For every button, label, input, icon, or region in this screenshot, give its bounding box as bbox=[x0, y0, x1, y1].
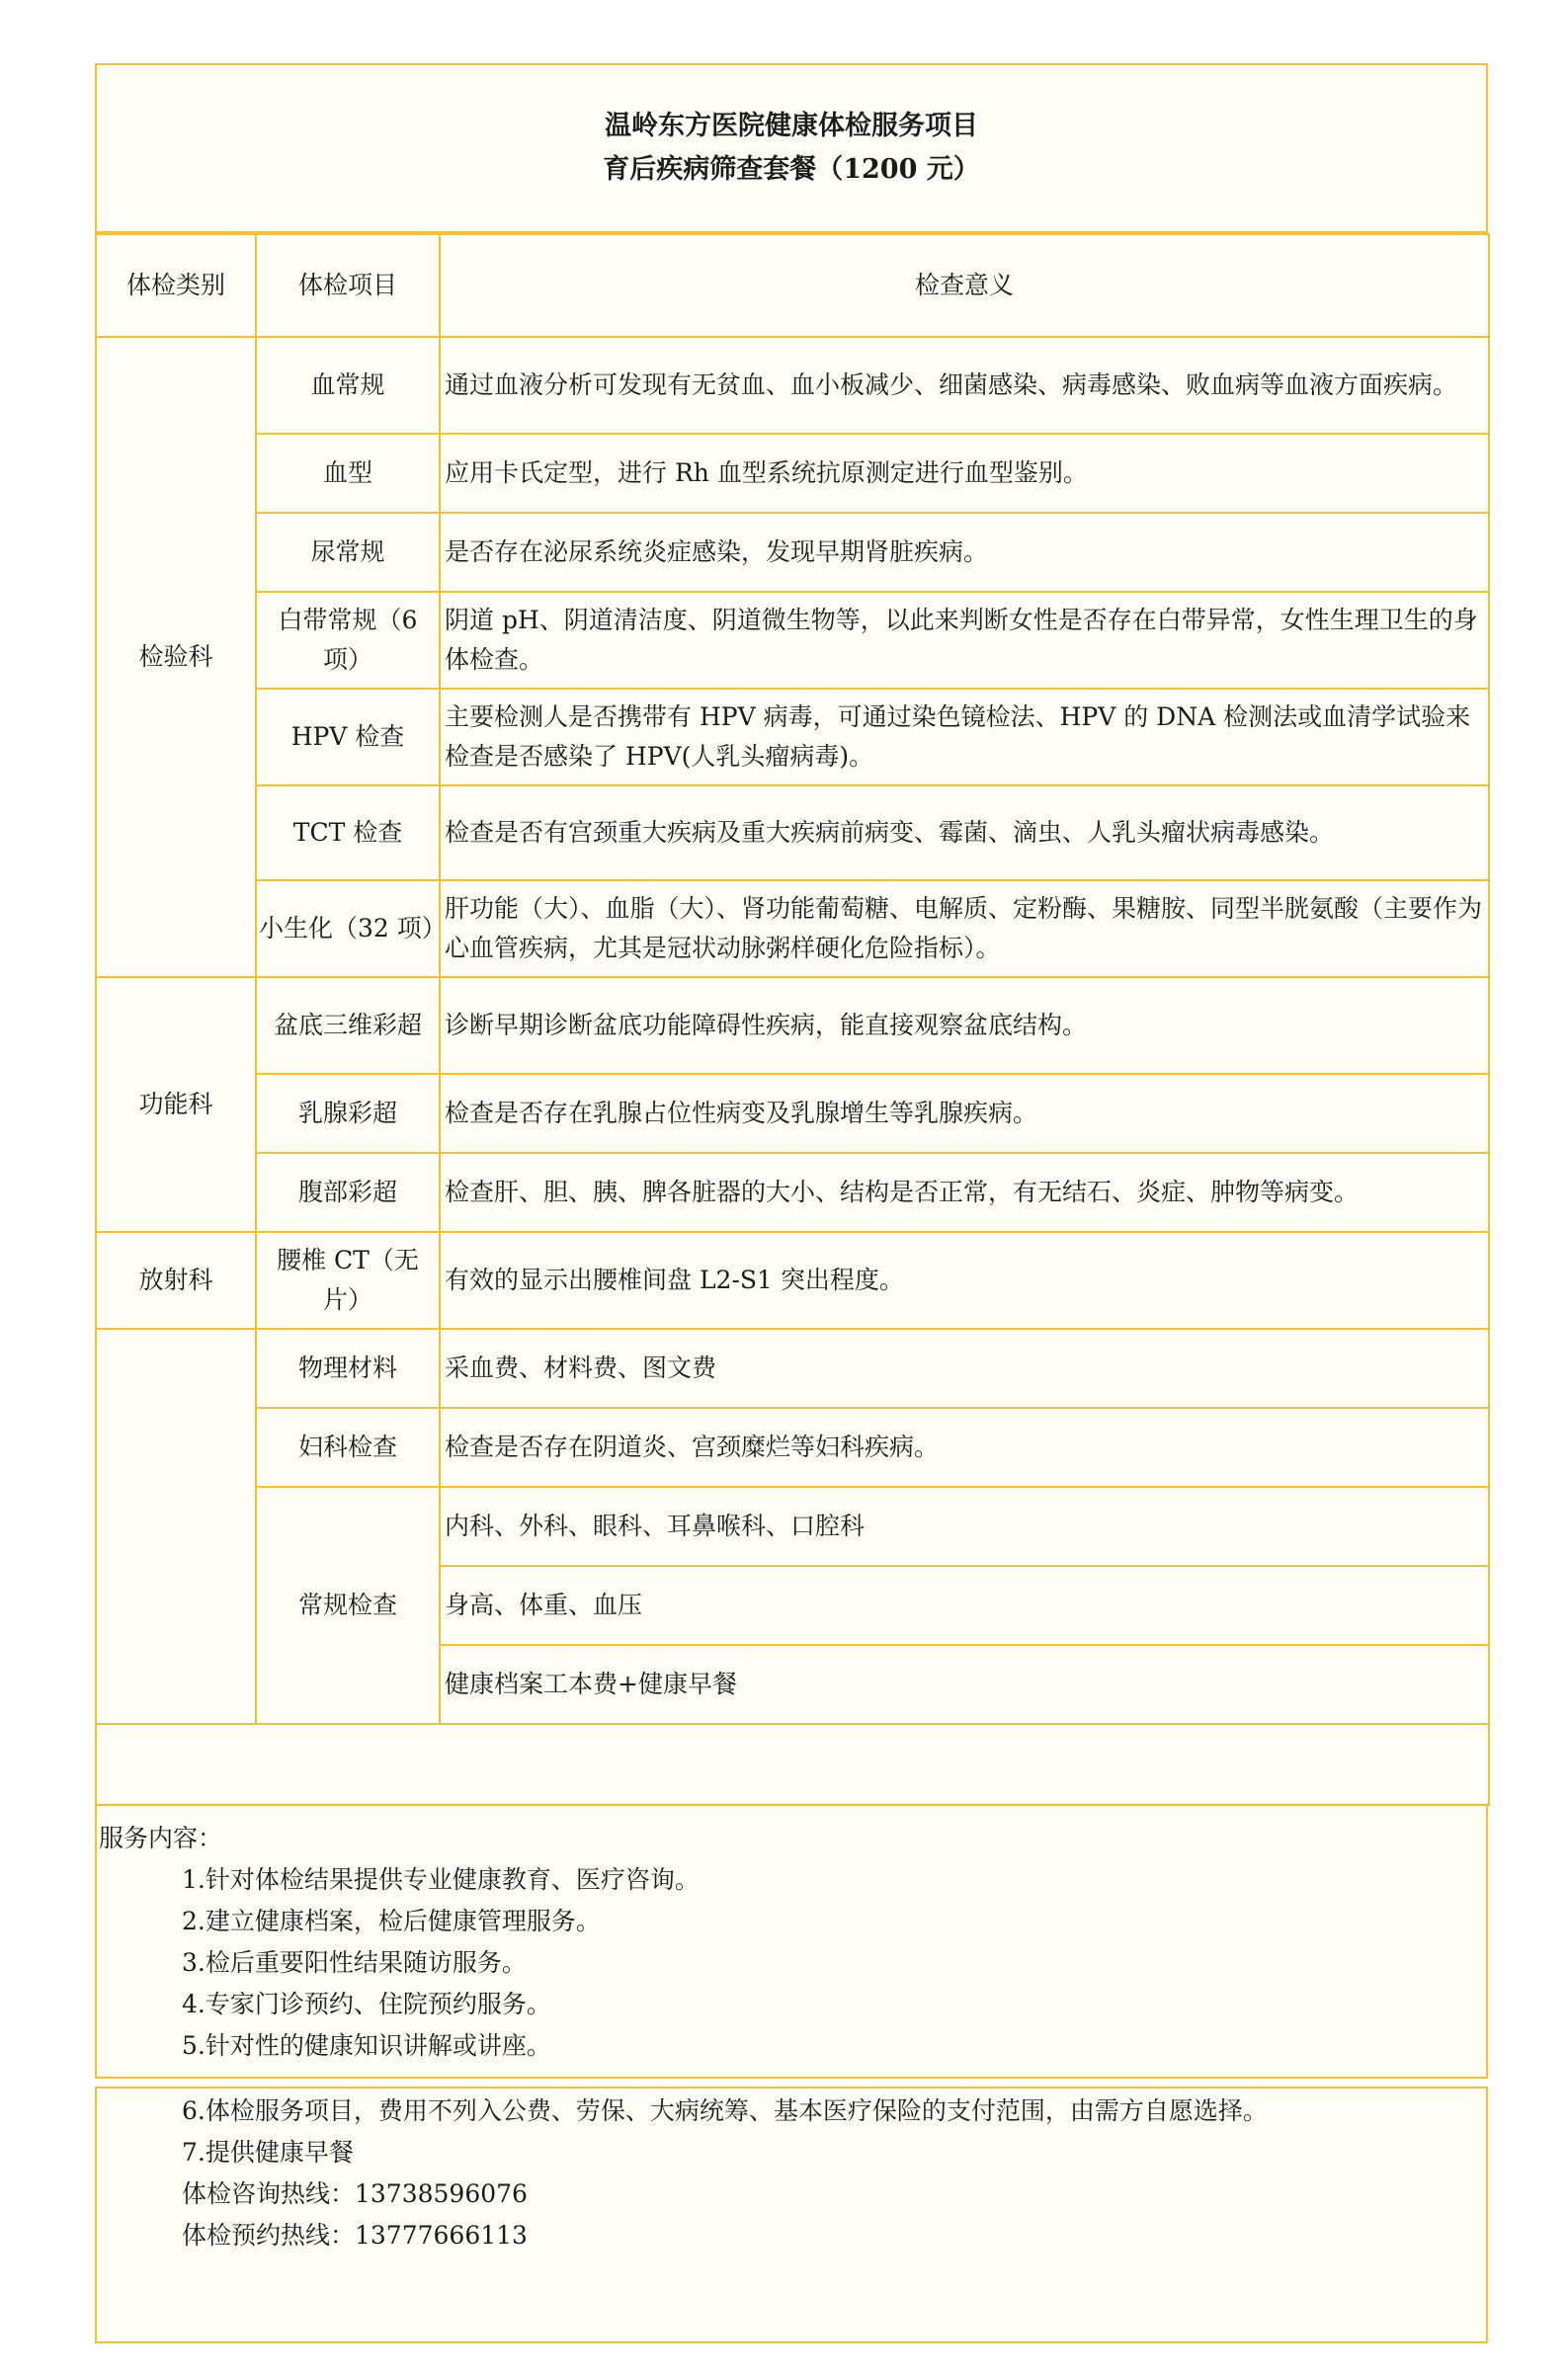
table-row bbox=[96, 513, 1489, 592]
category-other bbox=[96, 1329, 256, 1724]
meaning-cell: 检查肝、胆、胰、脾各脏器的大小、结构是否正常，有无结石、炎症、肿物等病变。 bbox=[440, 1153, 1489, 1232]
services-section bbox=[95, 1806, 1488, 2079]
table-row bbox=[96, 1487, 1489, 1566]
service-item: 2.建立健康档案，检后健康管理服务。 bbox=[182, 1907, 601, 1935]
column-header-category: 体检类别 bbox=[96, 234, 256, 337]
table-row bbox=[96, 977, 1489, 1074]
page-title: 温岭东方医院健康体检服务项目 bbox=[605, 111, 978, 141]
item-cell: 物理材料 bbox=[256, 1329, 440, 1408]
table-row bbox=[96, 785, 1489, 880]
checkup-table bbox=[95, 233, 1490, 1806]
table-row bbox=[96, 689, 1489, 785]
services-heading: 服务内容： bbox=[99, 1824, 223, 1852]
meaning-cell: 是否存在泌尿系统炎症感染，发现早期肾脏疾病。 bbox=[440, 513, 1489, 592]
booking-hotline: 体检预约热线：13777666113 bbox=[182, 2221, 528, 2250]
column-header-item: 体检项目 bbox=[256, 234, 440, 337]
item-cell: 妇科检查 bbox=[256, 1408, 440, 1487]
table-row bbox=[96, 434, 1489, 513]
service-item: 1.针对体检结果提供专业健康教育、医疗咨询。 bbox=[182, 1865, 700, 1894]
table-row bbox=[96, 592, 1489, 689]
meaning-cell: 采血费、材料费、图文费 bbox=[440, 1329, 1489, 1408]
item-cell: 乳腺彩超 bbox=[256, 1074, 440, 1153]
meaning-cell: 应用卡氏定型，进行 Rh 血型系统抗原测定进行血型鉴别。 bbox=[440, 434, 1489, 513]
table-header-row bbox=[96, 234, 1489, 337]
meaning-cell: 健康档案工本费+健康早餐 bbox=[440, 1645, 1489, 1724]
meaning-cell: 诊断早期诊断盆底功能障碍性疾病，能直接观察盆底结构。 bbox=[440, 977, 1489, 1074]
item-cell: 盆底三维彩超 bbox=[256, 977, 440, 1074]
consult-hotline: 体检咨询热线：13738596076 bbox=[182, 2179, 528, 2208]
item-cell: 血型 bbox=[256, 434, 440, 513]
meaning-cell: 内科、外科、眼科、耳鼻喉科、口腔科 bbox=[440, 1487, 1489, 1566]
item-cell: TCT 检查 bbox=[256, 785, 440, 880]
meaning-cell: 检查是否存在乳腺占位性病变及乳腺增生等乳腺疾病。 bbox=[440, 1074, 1489, 1153]
blank-row bbox=[96, 1724, 1489, 1805]
meaning-cell: 检查是否有宫颈重大疾病及重大疾病前病变、霉菌、滴虫、人乳头瘤状病毒感染。 bbox=[440, 785, 1489, 880]
category-lab: 检验科 bbox=[96, 337, 256, 977]
meaning-cell: 通过血液分析可发现有无贫血、血小板减少、细菌感染、病毒感染、败血病等血液方面疾病。 bbox=[440, 337, 1489, 434]
item-cell: 腰椎 CT（无片） bbox=[256, 1232, 440, 1329]
item-cell: 腹部彩超 bbox=[256, 1153, 440, 1232]
item-cell: 血常规 bbox=[256, 337, 440, 434]
service-item: 3.检后重要阳性结果随访服务。 bbox=[182, 1948, 527, 1977]
meaning-cell: 有效的显示出腰椎间盘 L2-S1 突出程度。 bbox=[440, 1232, 1489, 1329]
notes-section bbox=[95, 2087, 1488, 2343]
package-title: 育后疾病筛查套餐（1200 元） bbox=[603, 154, 980, 185]
item-cell: 尿常规 bbox=[256, 513, 440, 592]
item-cell: 白带常规（6 项） bbox=[256, 592, 440, 689]
column-header-meaning: 检查意义 bbox=[440, 234, 1489, 337]
item-cell: 常规检查 bbox=[256, 1487, 440, 1724]
table-row bbox=[96, 1153, 1489, 1232]
table-row bbox=[96, 1232, 1489, 1329]
table-row bbox=[96, 1329, 1489, 1408]
service-item: 5.针对性的健康知识讲解或讲座。 bbox=[182, 2031, 551, 2060]
meaning-cell: 肝功能（大）、血脂（大）、肾功能葡萄糖、电解质、定粉酶、果糖胺、同型半胱氨酸（主要作为心血管疾病，尤其是冠状动脉粥样硬化危险指标）。 bbox=[440, 880, 1489, 977]
meaning-cell: 检查是否存在阴道炎、宫颈糜烂等妇科疾病。 bbox=[440, 1408, 1489, 1487]
table-row bbox=[96, 337, 1489, 434]
note-item: 6.体检服务项目，费用不列入公费、劳保、大病统筹、基本医疗保险的支付范围，由需方自愿选择。 bbox=[182, 2096, 1268, 2125]
note-item: 7.提供健康早餐 bbox=[182, 2138, 354, 2167]
title-block bbox=[95, 63, 1488, 233]
category-radiology: 放射科 bbox=[96, 1232, 256, 1329]
service-item: 4.专家门诊预约、住院预约服务。 bbox=[182, 1990, 551, 2018]
blank-cell bbox=[96, 1724, 1489, 1805]
table-row bbox=[96, 1074, 1489, 1153]
checkup-sheet bbox=[95, 63, 1488, 2343]
table-row bbox=[96, 880, 1489, 977]
item-cell: HPV 检查 bbox=[256, 689, 440, 785]
item-cell: 小生化（32 项） bbox=[256, 880, 440, 977]
meaning-cell: 阴道 pH、阴道清洁度、阴道微生物等，以此来判断女性是否存在白带异常，女性生理卫生的身体检查。 bbox=[440, 592, 1489, 689]
meaning-cell: 主要检测人是否携带有 HPV 病毒，可通过染色镜检法、HPV 的 DNA 检测法或血清学试验来检查是否感染了 HPV(人乳头瘤病毒)。 bbox=[440, 689, 1489, 785]
category-function: 功能科 bbox=[96, 977, 256, 1232]
table-row bbox=[96, 1408, 1489, 1487]
meaning-cell: 身高、体重、血压 bbox=[440, 1566, 1489, 1645]
